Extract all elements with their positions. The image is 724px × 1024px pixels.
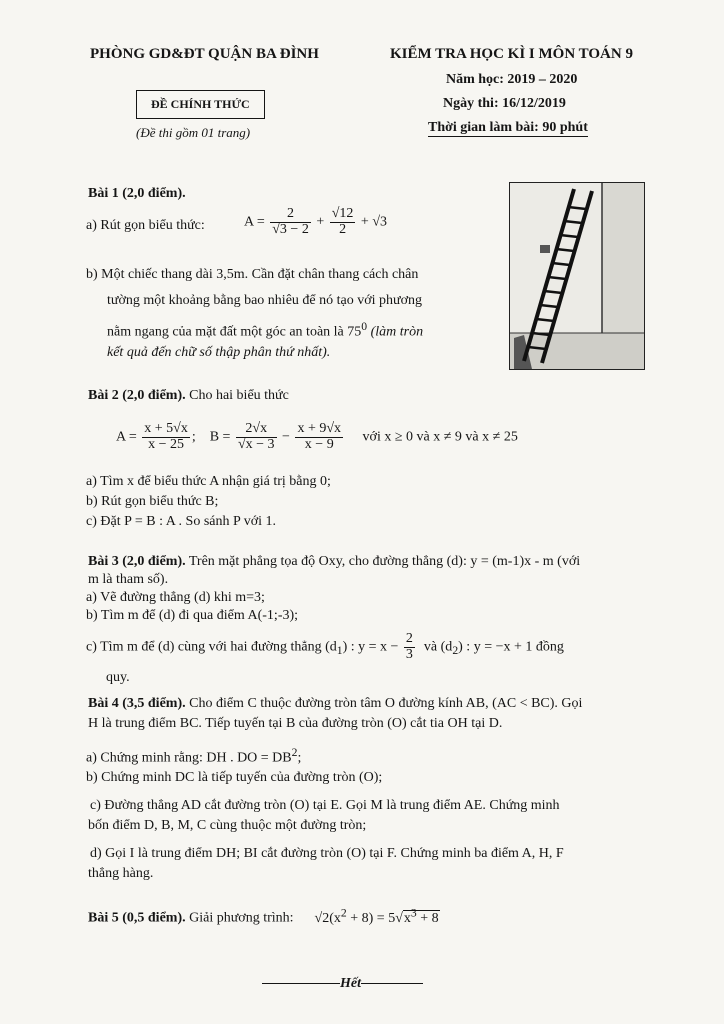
- bai2-b: b) Rút gọn biểu thức B;: [86, 494, 219, 509]
- bai3-c: [86, 632, 564, 662]
- exam-duration: Thời gian làm bài: 90 phút: [428, 120, 588, 135]
- fraction-2: [330, 207, 356, 237]
- frac2-den: 2: [339, 221, 347, 237]
- bai4-c1: c) Đường thẳng AD cắt đường tròn (O) tại E. Gọi M là trung điểm AE. Chứng minh: [90, 798, 560, 813]
- B2-fraction: [295, 422, 343, 452]
- minus: −: [282, 429, 290, 445]
- exam-date: Ngày thi: 16/12/2019: [443, 96, 566, 111]
- a-text: a) Chứng minh rằng: DH . DO = DB: [86, 750, 292, 766]
- bai4-b: b) Chứng minh DC là tiếp tuyến của đường tròn (O);: [86, 770, 383, 785]
- ladder-figure: [509, 182, 645, 370]
- c-frac-den: 3: [405, 646, 413, 662]
- frac1-num: 2: [270, 207, 311, 223]
- bai4-d2: thẳng hàng.: [88, 866, 154, 881]
- bai2-intro: Cho hai biểu thức: [189, 388, 289, 403]
- eq-rad-x: x: [403, 910, 411, 926]
- A-fraction: [142, 422, 190, 452]
- B1-num: 2√x: [236, 422, 277, 438]
- bai3-intro2: m là tham số).: [88, 572, 169, 587]
- B2-num: x + 9√x: [297, 421, 342, 436]
- b-line3-text: nằm ngang của mặt đất một góc an toàn là 75: [107, 324, 362, 340]
- eq-sup2: 3: [410, 906, 417, 919]
- bai5-intro: Giải phương trình:: [189, 910, 294, 926]
- bai3-b: b) Tìm m để (d) đi qua điểm A(-1;-3);: [86, 608, 299, 623]
- bai1-b-line4: kết quả đến chữ số thập phân thứ nhất).: [107, 345, 331, 360]
- eq-mid: + 8) = 5: [346, 910, 396, 926]
- bai1-b-line2: tường một khoảng bằng bao nhiêu để nó tạo với phương: [107, 293, 423, 308]
- bai4-a: [86, 746, 301, 767]
- bai1-title: Bài 1 (2,0 điểm).: [88, 186, 186, 201]
- footer-dash-left: [262, 983, 340, 984]
- degree-sup: 0: [361, 320, 368, 333]
- eq-rad-tail: + 8: [416, 910, 439, 926]
- B1-fraction: [236, 422, 277, 452]
- plus: +: [316, 214, 325, 230]
- formula-A: A =: [244, 214, 265, 230]
- eq-sup1: 2: [340, 906, 347, 919]
- c-sub1: 1: [336, 644, 343, 658]
- bai2-c: c) Đặt P = B : A . So sánh P với 1.: [86, 514, 277, 529]
- c-mid2: và (d: [423, 639, 453, 655]
- bai5-equation: [314, 906, 440, 926]
- footer-end-text: Hết: [340, 976, 361, 991]
- bai4-intro2: H là trung điểm BC. Tiếp tuyến tại B của đường tròn (O) cắt tia OH tại D.: [88, 716, 503, 731]
- separator: ;: [191, 429, 196, 445]
- c-frac-num: 2: [405, 631, 413, 646]
- b-line3-note: (làm tròn: [370, 324, 424, 340]
- A-den: x − 25: [148, 436, 184, 452]
- bai2-title: Bài 2 (2,0 điểm).: [88, 388, 186, 403]
- bai4-c2: bốn điểm D, B, M, C cùng thuộc một đường tròn;: [88, 818, 367, 833]
- c-fraction: [404, 632, 415, 662]
- bai4-intro: Cho điểm C thuộc đường tròn tâm O đường kính AB, (AC < BC). Gọi: [189, 696, 583, 711]
- B-eq: B =: [209, 429, 231, 445]
- c-sub2: 2: [452, 644, 459, 658]
- fraction-1: [270, 207, 311, 237]
- bai3-title: Bài 3 (2,0 điểm).: [88, 554, 186, 569]
- eq-left: √2(x: [314, 910, 341, 926]
- footer-dash-right: [361, 983, 423, 984]
- ladder-illustration-icon: [510, 183, 644, 369]
- frac2-num: √12: [331, 206, 354, 221]
- c-pre: c) Tìm m để (d) cùng với hai đường thẳng (d: [86, 639, 337, 655]
- bai5-title: Bài 5 (0,5 điểm).: [88, 910, 186, 926]
- bai3-a: a) Vẽ đường thẳng (d) khi m=3;: [86, 590, 265, 605]
- footer-end: [262, 976, 423, 992]
- eq-radicand: [403, 906, 440, 926]
- bai2-header: [88, 388, 289, 404]
- bai3-c-end: quy.: [106, 670, 130, 685]
- c-mid1: ) : y = x −: [342, 639, 399, 655]
- bai1-a-formula: [244, 207, 387, 237]
- bai3-intro: Trên mặt phẳng tọa độ Oxy, cho đường thẳng (d): y = (m-1)x - m (với: [188, 554, 581, 569]
- bai2-condition: với x ≥ 0 và x ≠ 9 và x ≠ 25: [362, 429, 518, 445]
- sqrt-sign-icon: √: [395, 910, 403, 926]
- bai2-a: a) Tìm x để biểu thức A nhận giá trị bằng 0;: [86, 474, 331, 489]
- c-mid3: ) : y = −x + 1 đồng: [458, 639, 564, 655]
- pages-note: (Đề thi gồm 01 trang): [136, 125, 251, 140]
- exam-title: KIỂM TRA HỌC KÌ I MÔN TOÁN 9: [390, 46, 633, 62]
- A-num: x + 5√x: [144, 421, 188, 436]
- school-year: Năm học: 2019 – 2020: [446, 72, 578, 87]
- B1-den: √x − 3: [237, 436, 275, 452]
- bai4-header: [88, 696, 582, 712]
- frac1-den: √3 − 2: [272, 221, 309, 237]
- bai4-d1: d) Gọi I là trung điểm DH; BI cắt đường tròn (O) tại F. Chứng minh ba điểm A, H, F: [90, 846, 564, 861]
- bai3-header: [88, 554, 580, 570]
- B2-den: x − 9: [304, 436, 334, 452]
- bai2-formulas: [116, 422, 518, 452]
- a-sup: 2: [291, 746, 298, 759]
- bai5-line: [88, 906, 440, 927]
- A-eq: A =: [116, 429, 137, 445]
- bai1-b-line1: b) Một chiếc thang dài 3,5m. Cần đặt chân thang cách chân: [86, 267, 419, 282]
- bai1-a-label: a) Rút gọn biểu thức:: [86, 218, 205, 233]
- formula-tail: + √3: [360, 214, 388, 230]
- bai4-title: Bài 4 (3,5 điểm).: [88, 696, 186, 711]
- official-label: ĐỀ CHÍNH THỨC: [136, 90, 265, 119]
- a-end: ;: [297, 750, 302, 766]
- department-title: PHÒNG GD&ĐT QUẬN BA ĐÌNH: [90, 46, 319, 62]
